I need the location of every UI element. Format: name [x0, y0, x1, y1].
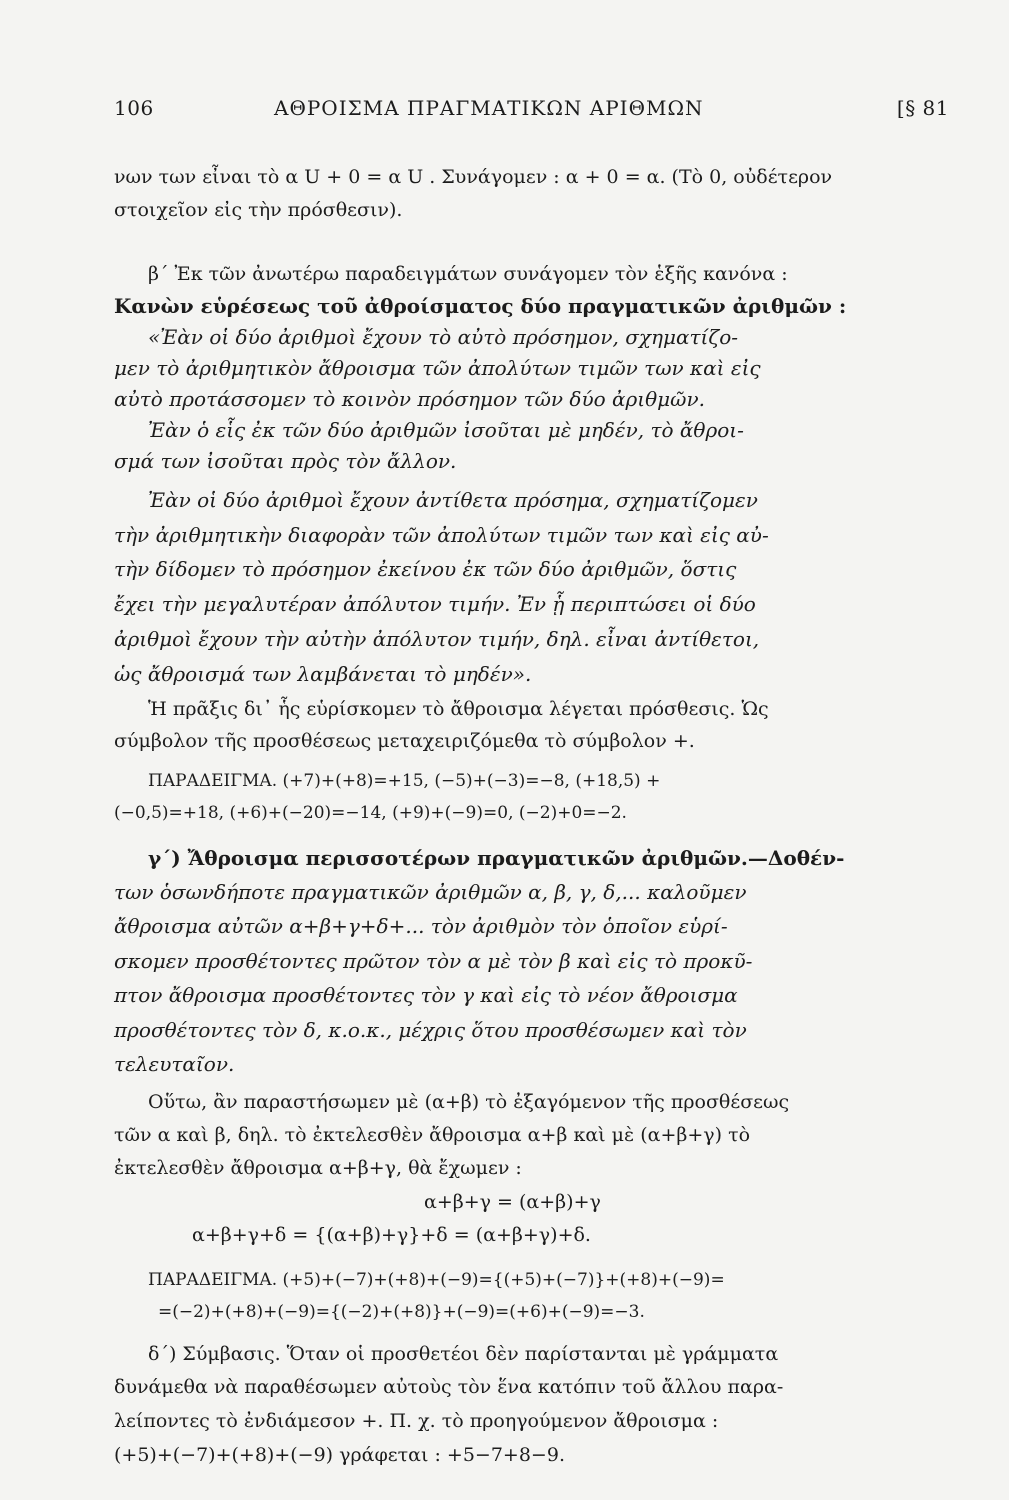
example-line: ΠΑΡΑΔΕΙΓΜΑ. (+5)+(−7)+(+8)+(−9)={(+5)+(−7)}+(+8)+(−9)= [148, 1270, 725, 1290]
text-line: σύμβολον τῆς προσθέσεως μεταχειριζόμεθα τὸ σύμβολον +. [114, 730, 695, 752]
example-line: ΠΑΡΑΔΕΙΓΜΑ. (+7)+(+8)=+15, (−5)+(−3)=−8, (+18,5) + [148, 771, 661, 791]
running-header [114, 96, 949, 126]
example-line: (−0,5)=+18, (+6)+(−20)=−14, (+9)+(−9)=0, (−2)+0=−2. [114, 803, 627, 823]
definition-line: τελευταῖον. [114, 1052, 235, 1076]
rule-text-line: τὴν δίδομεν τὸ πρόσημον ἐκείνου ἐκ τῶν δύο ἀριθμῶν, ὅστις [114, 557, 737, 581]
rule-text-line: Ἐὰν ὁ εἷς ἐκ τῶν δύο ἀριθμῶν ἰσοῦται μὲ μηδέν, τὸ ἄθροι- [148, 418, 744, 442]
rule-heading: Κανὼν εὑρέσεως τοῦ ἀθροίσματος δύο πραγματικῶν ἀριθμῶν : [114, 294, 847, 318]
text-line: τῶν α καὶ β, δηλ. τὸ ἐκτελεσθὲν ἄθροισμα α+β καὶ μὲ (α+β+γ) τὸ [114, 1124, 751, 1146]
rule-text-line: τὴν ἀριθμητικὴν διαφορὰν τῶν ἀπολύτων τιμῶν των καὶ εἰς αὐ- [114, 523, 769, 547]
rule-text-line: ὡς ἄθροισμά των λαμβάνεται τὸ μηδέν». [114, 662, 532, 686]
rule-text-line: ἀριθμοὶ ἔχουν τὴν αὐτὴν ἀπόλυτον τιμήν, δηλ. εἶναι ἀντίθετοι, [114, 627, 760, 651]
definition-line: των ὁσωνδήποτε πραγματικῶν ἀριθμῶν α, β, γ, δ,... καλοῦμεν [114, 880, 747, 904]
text-line: δυνάμεθα νὰ παραθέσωμεν αὐτοὺς τὸν ἕνα κατόπιν τοῦ ἄλλου παρα- [114, 1376, 784, 1398]
section-marker: [§ 81 [896, 96, 949, 120]
rule-text-line: μεν τὸ ἀριθμητικὸν ἄθροισμα τῶν ἀπολύτων τιμῶν των καὶ εἰς [114, 356, 761, 380]
equation-line: α+β+γ+δ = {(α+β)+γ}+δ = (α+β+γ)+δ. [192, 1224, 591, 1246]
definition-line: ἄθροισμα αὐτῶν α+β+γ+δ+... τὸν ἀριθμὸν τὸν ὁποῖον εὑρί- [114, 914, 728, 938]
text-line: λείποντες τὸ ἐνδιάμεσον +. Π. χ. τὸ προηγούμενον ἄθροισμα : [114, 1410, 719, 1432]
definition-line: προσθέτοντες τὸν δ, κ.ο.κ., μέχρις ὅτου προσθέσωμεν καὶ τὸν [114, 1018, 747, 1042]
text-line: Ἡ πρᾶξις δι᾽ ἧς εὑρίσκομεν τὸ ἄθροισμα λέγεται πρόσθεσις. Ὡς [148, 698, 769, 720]
page-number: 106 [114, 96, 154, 120]
rule-text-line: ἔχει τὴν μεγαλυτέραν ἀπόλυτον τιμήν. Ἐν ᾗ περιπτώσει οἱ δύο [114, 592, 756, 616]
text-line: (+5)+(−7)+(+8)+(−9) γράφεται : +5−7+8−9. [114, 1444, 565, 1466]
definition-line: σκομεν προσθέτοντες πρῶτον τὸν α μὲ τὸν β καὶ εἰς τὸ προκῦ- [114, 949, 753, 973]
text-line: Οὕτω, ἂν παραστήσωμεν μὲ (α+β) τὸ ἐξαγόμενον τῆς προσθέσεως [148, 1091, 790, 1113]
example-line: =(−2)+(+8)+(−9)={(−2)+(+8)}+(−9)=(+6)+(−9)=−3. [158, 1302, 645, 1322]
running-title: ΑΘΡΟΙΣΜΑ ΠΡΑΓΜΑΤΙΚΩΝ ΑΡΙΘΜΩΝ [274, 96, 704, 120]
text-line: στοιχεῖον εἰς τὴν πρόσθεσιν). [114, 199, 403, 221]
equation-line: α+β+γ = (α+β)+γ [424, 1191, 601, 1213]
text-line: νων των εἶναι τὸ α U + 0 = α U . Συνάγομεν : α + 0 = α. (Τὸ 0, οὐδέτερον [114, 166, 833, 188]
section-heading-gamma: γ΄) Ἄθροισμα περισσοτέρων πραγματικῶν ἀριθμῶν.—Δοθέν- [148, 846, 845, 870]
text-line: β΄ Ἐκ τῶν ἀνωτέρω παραδειγμάτων συνάγομεν τὸν ἑξῆς κανόνα : [148, 263, 788, 285]
convention-heading-line: δ΄) Σύμβασις. Ὅταν οἱ προσθετέοι δὲν παρίστανται μὲ γράμματα [148, 1343, 779, 1365]
rule-text-line: Ἐὰν οἱ δύο ἀριθμοὶ ἔχουν ἀντίθετα πρόσημα, σχηματίζομεν [148, 488, 758, 512]
rule-text-line: σμά των ἰσοῦται πρὸς τὸν ἄλλον. [114, 449, 457, 473]
rule-text-line: «Ἐὰν οἱ δύο ἀριθμοὶ ἔχουν τὸ αὐτὸ πρόσημον, σχηματίζο- [148, 325, 738, 349]
rule-text-line: αὐτὸ προτάσσομεν τὸ κοινὸν πρόσημον τῶν δύο ἀριθμῶν. [114, 387, 705, 411]
definition-line: πτον ἄθροισμα προσθέτοντες τὸν γ καὶ εἰς τὸ νέον ἄθροισμα [114, 983, 738, 1007]
text-line: ἐκτελεσθὲν ἄθροισμα α+β+γ, θὰ ἔχωμεν : [114, 1157, 522, 1179]
